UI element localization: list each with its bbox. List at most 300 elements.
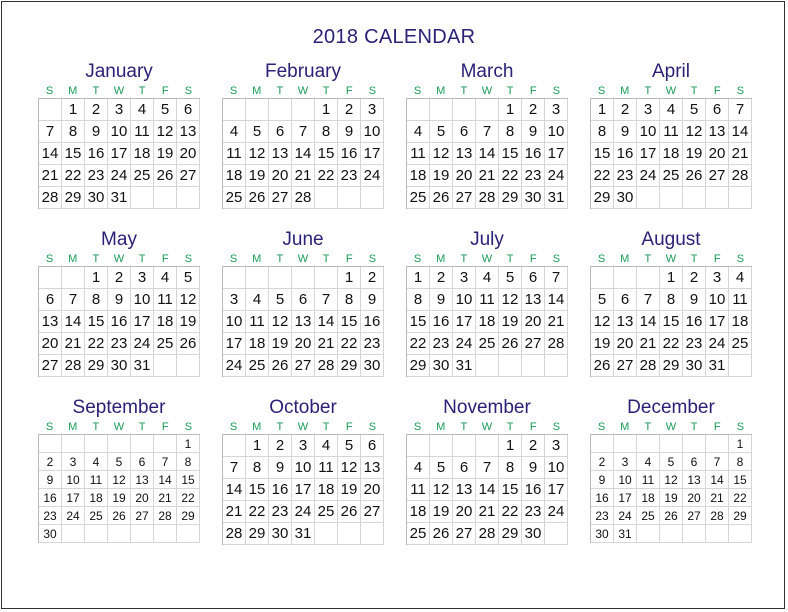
day-cell: 12 [338,457,361,479]
day-cell: 16 [361,311,384,333]
weekday-header [222,252,384,266]
day-cell: 2 [683,267,706,289]
day-cell: 5 [154,99,177,121]
day-cell: 24 [62,507,85,525]
day-cell: 24 [545,165,568,187]
empty-cell [476,99,499,121]
day-cell: 23 [522,501,545,523]
day-cell: 31 [131,355,154,377]
empty-cell [131,525,154,543]
day-cell: 24 [545,501,568,523]
empty-cell [683,187,706,209]
weekday-label: W [113,85,125,97]
day-cell: 9 [614,121,637,143]
day-cell: 17 [292,479,315,501]
day-cell: 3 [545,435,568,457]
day-cell: 15 [660,311,683,333]
day-cell: 20 [453,501,476,523]
day-cell: 11 [729,289,752,311]
empty-cell [292,267,315,289]
day-cell: 6 [614,289,637,311]
empty-cell [729,525,752,543]
day-cell: 30 [108,355,131,377]
weekday-header [406,84,568,98]
day-cell: 27 [269,187,292,209]
day-grid [222,434,384,545]
day-cell: 1 [85,267,108,289]
day-cell: 12 [246,143,269,165]
day-cell: 18 [407,501,430,523]
weekday-label: T [644,85,652,97]
day-cell: 23 [39,507,62,525]
day-cell: 15 [499,143,522,165]
weekday-label: S [368,253,377,265]
day-cell: 5 [269,289,292,311]
day-cell: 27 [131,507,154,525]
day-cell: 15 [315,143,338,165]
day-cell: 20 [614,333,637,355]
day-grid [222,266,384,377]
day-cell: 16 [614,143,637,165]
day-cell: 24 [223,355,246,377]
day-cell: 22 [499,165,522,187]
day-cell: 17 [545,479,568,501]
day-grid [406,434,568,545]
day-grid [38,434,200,543]
day-cell: 17 [545,143,568,165]
day-cell: 5 [430,121,453,143]
day-cell: 8 [246,457,269,479]
day-cell: 4 [660,99,683,121]
empty-cell [545,523,568,545]
day-cell: 22 [407,333,430,355]
day-cell: 13 [39,311,62,333]
day-cell: 10 [545,457,568,479]
day-cell: 10 [108,121,131,143]
calendar-title: 2018 CALENDAR [312,26,476,48]
day-cell: 9 [108,289,131,311]
day-cell: 5 [499,267,522,289]
empty-cell [177,355,200,377]
day-cell: 18 [131,143,154,165]
empty-cell [407,435,430,457]
month-june [222,228,384,392]
day-cell: 19 [177,311,200,333]
weekday-header [222,84,384,98]
day-cell: 23 [338,165,361,187]
weekday-header [38,252,200,266]
months-grid [38,60,754,560]
day-cell: 19 [683,143,706,165]
weekday-label: M [252,253,262,265]
day-cell: 13 [292,311,315,333]
day-cell: 5 [177,267,200,289]
day-cell: 21 [62,333,85,355]
day-cell: 17 [223,333,246,355]
day-cell: 2 [522,99,545,121]
day-cell: 14 [62,311,85,333]
empty-cell [706,187,729,209]
month-title: November [443,397,531,418]
day-cell: 24 [292,501,315,523]
weekday-label: S [184,253,193,265]
day-cell: 8 [499,457,522,479]
weekday-label: F [345,85,353,97]
day-cell: 21 [729,143,752,165]
weekday-label: S [45,421,54,433]
empty-cell [453,435,476,457]
day-cell: 28 [637,355,660,377]
day-cell: 21 [637,333,660,355]
day-cell: 1 [246,435,269,457]
day-cell: 20 [292,333,315,355]
day-cell: 9 [522,457,545,479]
day-cell: 17 [131,311,154,333]
day-cell: 26 [108,507,131,525]
day-cell: 2 [430,267,453,289]
empty-cell [545,355,568,377]
day-cell: 3 [131,267,154,289]
day-cell: 24 [108,165,131,187]
day-cell: 17 [637,143,660,165]
empty-cell [499,355,522,377]
day-cell: 28 [476,523,499,545]
weekday-label: W [113,421,125,433]
empty-cell [85,525,108,543]
day-cell: 27 [292,355,315,377]
empty-cell [660,435,683,453]
day-cell: 12 [108,471,131,489]
day-cell: 21 [223,501,246,523]
day-cell: 27 [177,165,200,187]
weekday-label: S [597,421,606,433]
empty-cell [108,435,131,453]
day-cell: 4 [476,267,499,289]
day-cell: 22 [246,501,269,523]
day-cell: 20 [361,479,384,501]
day-cell: 17 [706,311,729,333]
day-cell: 20 [453,165,476,187]
month-march [406,60,568,224]
day-cell: 31 [453,355,476,377]
day-cell: 1 [499,99,522,121]
day-cell: 2 [614,99,637,121]
empty-cell [591,435,614,453]
day-cell: 22 [660,333,683,355]
empty-cell [683,525,706,543]
day-cell: 21 [476,165,499,187]
day-cell: 28 [729,165,752,187]
day-cell: 19 [430,501,453,523]
day-cell: 26 [591,355,614,377]
day-cell: 17 [108,143,131,165]
weekday-label: W [113,253,125,265]
day-cell: 12 [660,471,683,489]
weekday-label: T [690,421,698,433]
weekday-label: M [620,253,630,265]
weekday-label: S [368,85,377,97]
day-cell: 9 [85,121,108,143]
empty-cell [177,525,200,543]
day-cell: 18 [315,479,338,501]
day-cell: 13 [269,143,292,165]
day-cell: 17 [62,489,85,507]
day-cell: 25 [315,501,338,523]
day-cell: 21 [706,489,729,507]
month-may [38,228,200,392]
weekday-label: S [229,253,238,265]
day-cell: 17 [614,489,637,507]
empty-cell [292,99,315,121]
day-cell: 6 [453,121,476,143]
day-cell: 14 [223,479,246,501]
weekday-label: F [529,253,537,265]
weekday-label: T [276,253,284,265]
day-cell: 19 [499,311,522,333]
day-cell: 29 [338,355,361,377]
day-cell: 17 [361,143,384,165]
empty-cell [430,99,453,121]
day-cell: 15 [85,311,108,333]
day-cell: 18 [729,311,752,333]
weekday-label: T [138,253,146,265]
month-april [590,60,752,224]
weekday-label: F [529,421,537,433]
weekday-header [590,420,752,434]
day-cell: 28 [545,333,568,355]
weekday-label: F [345,253,353,265]
weekday-label: M [68,85,78,97]
weekday-label: S [184,85,193,97]
day-cell: 4 [637,453,660,471]
day-cell: 29 [407,355,430,377]
day-cell: 15 [729,471,752,489]
empty-cell [62,267,85,289]
weekday-label: T [322,421,330,433]
weekday-label: M [436,253,446,265]
day-cell: 14 [476,479,499,501]
day-cell: 30 [591,525,614,543]
weekday-label: S [368,421,377,433]
month-february [222,60,384,224]
empty-cell [637,435,660,453]
day-cell: 25 [131,165,154,187]
weekday-label: M [436,85,446,97]
day-cell: 26 [660,507,683,525]
day-cell: 28 [62,355,85,377]
day-cell: 8 [499,121,522,143]
empty-cell [62,525,85,543]
day-cell: 27 [453,523,476,545]
empty-cell [453,99,476,121]
day-cell: 10 [614,471,637,489]
weekday-label: S [597,253,606,265]
day-cell: 31 [545,187,568,209]
month-november [406,396,568,560]
day-cell: 7 [476,457,499,479]
day-cell: 24 [614,507,637,525]
day-cell: 14 [545,289,568,311]
day-cell: 9 [39,471,62,489]
day-cell: 29 [85,355,108,377]
day-cell: 28 [154,507,177,525]
day-cell: 6 [361,435,384,457]
empty-cell [269,99,292,121]
day-cell: 24 [361,165,384,187]
empty-cell [614,435,637,453]
day-cell: 8 [315,121,338,143]
day-grid [406,266,568,377]
day-cell: 7 [637,289,660,311]
weekday-header [222,420,384,434]
empty-cell [315,267,338,289]
day-cell: 30 [430,355,453,377]
empty-cell [131,435,154,453]
weekday-label: S [184,421,193,433]
day-cell: 4 [223,121,246,143]
empty-cell [223,267,246,289]
weekday-header [590,84,752,98]
day-cell: 13 [177,121,200,143]
day-cell: 4 [154,267,177,289]
day-cell: 1 [499,435,522,457]
day-cell: 5 [683,99,706,121]
day-cell: 4 [85,453,108,471]
month-title: June [282,229,324,250]
month-september [38,396,200,560]
day-cell: 26 [338,501,361,523]
day-cell: 22 [591,165,614,187]
day-cell: 15 [62,143,85,165]
day-cell: 4 [407,457,430,479]
empty-cell [591,267,614,289]
day-cell: 15 [499,479,522,501]
weekday-header [406,420,568,434]
month-title: April [651,61,690,82]
empty-cell [522,355,545,377]
day-cell: 30 [85,187,108,209]
weekday-label: F [161,253,169,265]
day-cell: 2 [591,453,614,471]
weekday-label: M [620,85,630,97]
weekday-label: W [481,85,493,97]
weekday-label: F [161,421,169,433]
day-cell: 9 [522,121,545,143]
weekday-label: S [736,253,745,265]
weekday-label: S [736,421,745,433]
day-cell: 2 [85,99,108,121]
weekday-label: W [481,253,493,265]
day-cell: 12 [269,311,292,333]
day-cell: 22 [499,501,522,523]
day-cell: 7 [154,453,177,471]
day-cell: 27 [522,333,545,355]
month-title: February [264,61,342,82]
day-cell: 6 [39,289,62,311]
day-cell: 14 [154,471,177,489]
day-cell: 28 [476,187,499,209]
day-cell: 18 [660,143,683,165]
day-cell: 11 [407,479,430,501]
weekday-label: T [506,253,514,265]
day-cell: 8 [85,289,108,311]
empty-cell [154,525,177,543]
empty-cell [430,435,453,457]
weekday-label: T [92,253,100,265]
day-cell: 16 [522,479,545,501]
day-cell: 14 [315,311,338,333]
day-cell: 3 [361,99,384,121]
empty-cell [660,525,683,543]
weekday-label: W [297,253,309,265]
day-cell: 4 [131,99,154,121]
day-cell: 31 [706,355,729,377]
day-cell: 12 [430,143,453,165]
empty-cell [407,99,430,121]
day-cell: 3 [545,99,568,121]
weekday-label: W [665,85,677,97]
day-grid [222,98,384,209]
weekday-label: T [460,421,468,433]
month-august [590,228,752,392]
day-cell: 22 [729,489,752,507]
day-cell: 25 [476,333,499,355]
day-cell: 12 [591,311,614,333]
day-cell: 7 [62,289,85,311]
weekday-label: M [252,85,262,97]
day-cell: 22 [62,165,85,187]
month-title: August [641,229,701,250]
day-cell: 11 [85,471,108,489]
day-cell: 23 [430,333,453,355]
day-cell: 23 [591,507,614,525]
day-cell: 25 [154,333,177,355]
weekday-label: T [690,253,698,265]
day-cell: 30 [269,523,292,545]
day-cell: 27 [39,355,62,377]
day-cell: 6 [453,457,476,479]
day-cell: 30 [522,187,545,209]
weekday-label: T [322,85,330,97]
day-cell: 3 [108,99,131,121]
day-cell: 19 [430,165,453,187]
day-cell: 2 [269,435,292,457]
day-cell: 7 [476,121,499,143]
day-cell: 17 [453,311,476,333]
day-grid [38,266,200,377]
day-cell: 30 [614,187,637,209]
weekday-label: S [229,421,238,433]
day-cell: 6 [706,99,729,121]
empty-cell [269,267,292,289]
day-cell: 6 [131,453,154,471]
empty-cell [39,99,62,121]
day-cell: 19 [660,489,683,507]
weekday-header [406,252,568,266]
day-cell: 9 [430,289,453,311]
day-cell: 15 [591,143,614,165]
day-cell: 16 [269,479,292,501]
day-cell: 25 [407,187,430,209]
weekday-label: F [345,421,353,433]
weekday-label: T [276,421,284,433]
day-grid [590,266,752,377]
day-cell: 3 [292,435,315,457]
day-cell: 15 [177,471,200,489]
empty-cell [729,187,752,209]
day-cell: 19 [269,333,292,355]
day-cell: 16 [522,143,545,165]
